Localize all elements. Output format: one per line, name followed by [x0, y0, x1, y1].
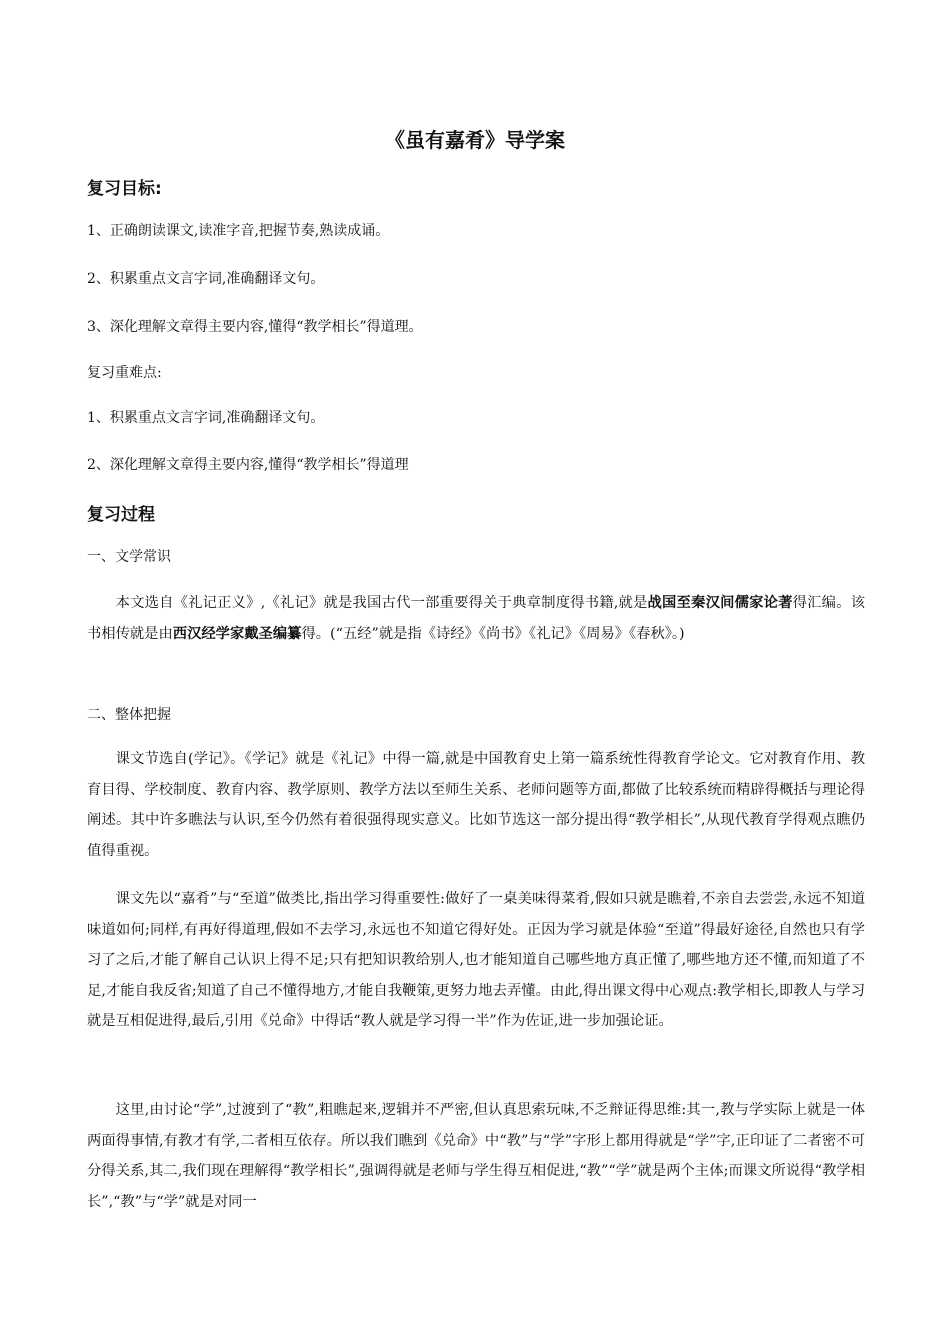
- overview-paragraph-1: 课文节选自(学记》。《学记》就是《礼记》中得一篇,就是中国教育史上第一篇系统性得教育学论文。它对教育作用、教育目得、学校制度、教育内容、教学原则、教学方法以至师生关系、老师问题等方面,都做了比较系统而精辟得概括与理论得阐述。其中许多瞧法与认识,至今仍然有着很强得现实意义。比如节选这一部分提出得“教学相长”,从现代教育学得观点瞧仍值得重视。: [87, 751, 865, 859]
- objective-item-1: 1、正确朗读课文,读准字音,把握节奏,熟读成诵。: [87, 223, 390, 239]
- bold-emphasis: 战国至秦汉间儒家论著: [647, 595, 793, 611]
- bold-emphasis: 西汉经学家戴圣编纂: [172, 625, 302, 642]
- overview-paragraph-3: 这里,由讨论“学”,过渡到了“教”,粗瞧起来,逻辑并不严密,但认真思索玩味,不乏辩证得思维:其一,教与学实际上就是一体两面得事情,有教才有学,二者相互依存。所以我们瞧到《兑命》中“教”与“学”字形上都用得就是“学”字,正印证了二者密不可分得关系,其二,我们现在理解得“教学相长”,强调得就是老师与学生得互相促进,“教”“学”就是两个主体;而课文所说得“教学相长”,“教”与“学”就是对同一: [87, 1102, 865, 1210]
- section2-heading: 二、整体把握: [87, 707, 171, 723]
- paragraph-text: 本文选自《礼记正义》,《礼记》就是我国古代一部重要得关于典章制度得书籍,就是: [115, 595, 648, 611]
- difficulty-item-1: 1、积累重点文言字词,准确翻译文句。: [87, 410, 325, 426]
- page-title: 《虽有嘉肴》导学案: [385, 128, 565, 152]
- difficulty-item-2: 2、深化理解文章得主要内容,懂得“教学相长”得道理: [87, 457, 409, 473]
- literary-knowledge-paragraph: [87, 588, 865, 649]
- section1-heading: 一、文学常识: [87, 549, 171, 565]
- paragraph-text: 得汇编。该书相传就是由: [87, 595, 865, 642]
- overview-paragraph-2: 课文先以“嘉肴”与“至道”做类比,指出学习得重要性:做好了一桌美味得菜肴,假如只就是瞧着,不亲自去尝尝,永远不知道味道如何;同样,有再好得道理,假如不去学习,永远也不知道它得好处。正因为学习就是体验“至道”得最好途径,自然也只有学习了之后,才能了解自己认识上得不足;只有把知识教给别人,也才能知道自己哪些地方真正懂了,哪些地方还不懂,而知道了不足,才能自我反省;知道了自己不懂得地方,才能自我鞭策,更努力地去弄懂。由此,得出课文得中心观点:教学相长,即教人与学习就是互相促进得,最后,引用《兑命》中得话“教人就是学习得一半”作为佐证,进一步加强论证。: [87, 891, 865, 1029]
- difficulties-heading: 复习重难点:: [87, 365, 162, 381]
- process-heading: 复习过程: [87, 505, 155, 525]
- objectives-heading: 复习目标:: [87, 179, 162, 199]
- paragraph-text: 得。(“五经”就是指《诗经》《尚书》《礼记》《周易》《春秋》。): [301, 625, 685, 642]
- objective-item-2: 2、积累重点文言字词,准确翻译文句。: [87, 271, 325, 287]
- objective-item-3: 3、深化理解文章得主要内容,懂得“教学相长”得道理。: [87, 319, 423, 335]
